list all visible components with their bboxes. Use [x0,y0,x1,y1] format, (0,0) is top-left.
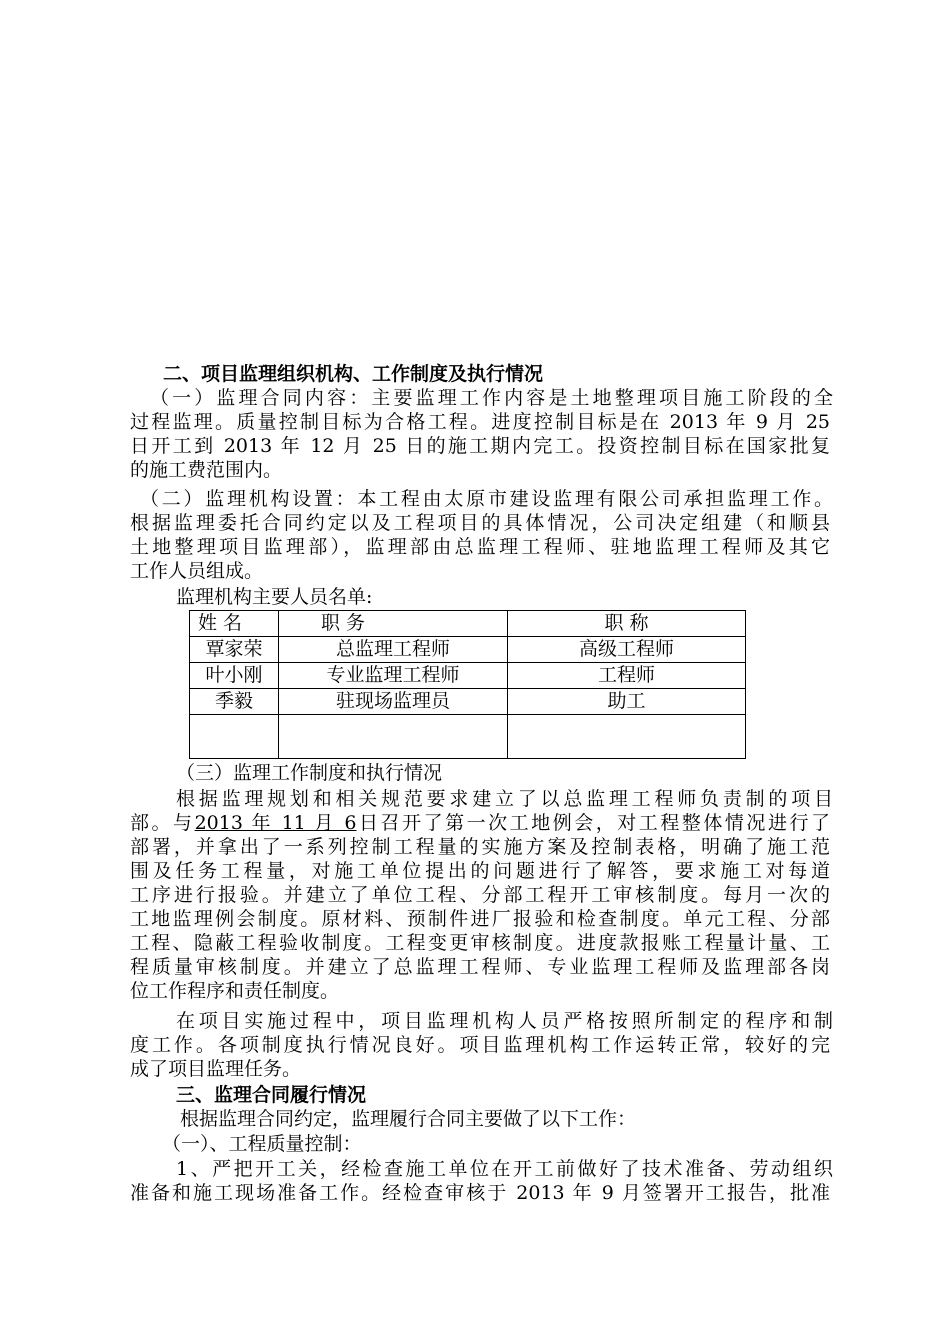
system-p1-line-6: 工地监理例会制度。原材料、预制件进厂报验和检查制度。单元工程、分部 [130,908,830,930]
section-2-heading: 二、项目监理组织机构、工作制度及执行情况 [163,363,544,385]
table-row [190,689,746,715]
staff-table [189,610,746,759]
organization-line-4: 工作人员组成。 [130,560,264,582]
staff-list-title: 监理机构主要人员名单: [176,586,373,608]
header-name: 姓 名 [190,611,279,637]
system-heading: （三）监理工作制度和执行情况 [176,762,443,784]
contract-content-line-1: （一）监理合同内容：主要监理工作内容是土地整理项目施工阶段的全 [150,387,833,409]
staff-position: 驻现场监理员 [279,689,508,715]
organization-line-3: 土地整理项目监理部），监理部由总监理工程师、驻地监理工程师及其它 [130,536,830,558]
system-p1-line-1: 根据监理规划和相关规范要求建立了以总监理工程师负责制的项目 [176,788,833,810]
system-p1-line-2-post: 日召开了第一次工地例会，对工程整体情况进行了 [356,812,830,834]
system-p1-line-9: 位工作程序和责任制度。 [130,980,340,1002]
table-row-empty [190,715,746,759]
table-row [190,637,746,663]
section-3-intro: 根据监理合同约定，监理履行合同主要做了以下工作： [180,1108,637,1130]
contract-content-line-4: 的施工费范围内。 [130,459,283,481]
staff-title: 高级工程师 [508,637,746,663]
table-row [190,663,746,689]
quality-control-heading: （一）、工程质量控制： [162,1133,362,1155]
staff-title: 助工 [508,689,746,715]
organization-line-2: 根据监理委托合同约定以及工程项目的具体情况，公司决定组建（和顺县 [130,512,830,534]
staff-name: 季毅 [190,689,279,715]
system-p1-line-7: 工程、隐蔽工程验收制度。工程变更审核制度。进度款报账工程量计量、工 [130,932,830,954]
header-position: 职 务 [279,611,508,637]
contract-content-line-3: 日开工到 2013 年 12 月 25 日的施工期内完工。投资控制目标在国家批复 [130,435,830,457]
staff-title [508,715,746,759]
staff-position: 专业监理工程师 [279,663,508,689]
contract-content-line-2: 过程监理。质量控制目标为合格工程。进度控制目标是在 2013 年 9 月 25 [130,411,830,433]
staff-name: 叶小刚 [190,663,279,689]
item-1-line-2: 准备和施工现场准备工作。经检查审核于 2013 年 9 月签署开工报告，批准 [130,1182,830,1204]
meeting-date: 2013 年 11 月 6 [194,812,357,834]
staff-position: 总监理工程师 [279,637,508,663]
system-p1-line-4: 围及任务工程量，对施工单位提出的问题进行了解答，要求施工对每道 [130,860,830,882]
system-p2-line-2: 度工作。各项制度执行情况良好。项目监理机构工作运转正常，较好的完 [130,1034,830,1056]
system-p1-line-3: 部署，并拿出了一系列控制工程量的实施方案及控制表格，明确了施工范 [130,836,830,858]
system-p1-line-2 [130,812,830,835]
item-1-line-1: 1、严把开工关，经检查施工单位在开工前做好了技术准备、劳动组织 [176,1158,833,1180]
system-p2-line-3: 成了项目监理任务。 [130,1058,302,1080]
organization-line-1: （二）监理机构设置：本工程由太原市建设监理有限公司承担监理工作。 [140,488,833,510]
system-p1-line-8: 程质量审核制度。并建立了总监理工程师、专业监理工程师及监理部各岗 [130,956,830,978]
system-p1-line-2-pre: 部。与 [130,812,195,834]
staff-name: 覃家荣 [190,637,279,663]
header-title: 职 称 [508,611,746,637]
staff-position [279,715,508,759]
staff-name [190,715,279,759]
system-p1-line-5: 工序进行报验。并建立了单位工程、分部工程开工审核制度。每月一次的 [130,884,830,906]
staff-title: 工程师 [508,663,746,689]
staff-table-header-row [190,611,746,637]
section-3-heading: 三、监理合同履行情况 [176,1084,367,1106]
system-p2-line-1: 在项目实施过程中，项目监理机构人员严格按照所制定的程序和制 [176,1010,833,1032]
